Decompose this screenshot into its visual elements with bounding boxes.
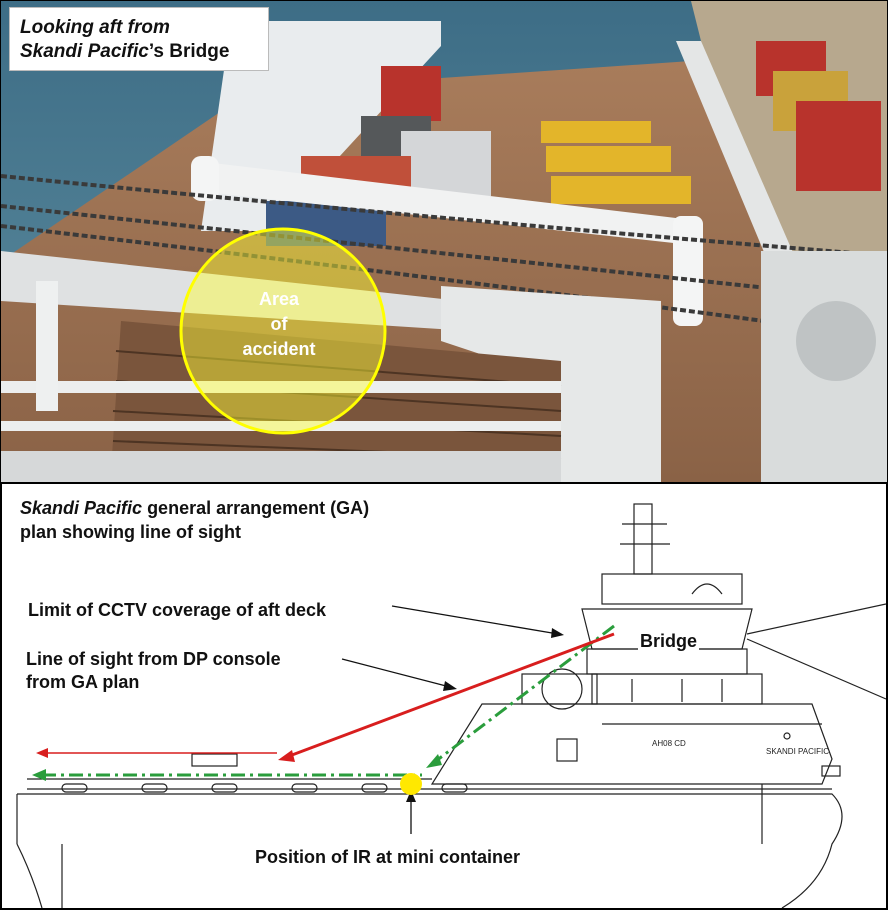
los-label-pointer <box>342 659 450 687</box>
cctv-label-pointer <box>392 606 558 634</box>
ga-title <box>20 496 480 544</box>
los-pointer-head <box>443 681 457 691</box>
photo-caption-line2 <box>20 40 258 64</box>
dp-sight-arrowhead <box>278 750 295 762</box>
deck-photo <box>1 1 888 483</box>
superstructure <box>432 704 832 784</box>
dp-extension-arrowhead <box>36 748 48 758</box>
los-label <box>26 648 281 694</box>
cctv-sight-arrowhead <box>426 754 442 768</box>
pipe-rail-post <box>673 216 703 326</box>
cctv-sight-line <box>432 626 614 764</box>
accident-area-label <box>239 287 319 362</box>
foreground-roof <box>1 451 561 483</box>
los-label-line1: Line of sight from DP console <box>26 649 281 669</box>
ship-name: Skandi Pacific <box>20 41 149 62</box>
ir-position-marker <box>400 773 422 795</box>
ga-title-line1 <box>20 496 480 520</box>
quay-container <box>796 101 881 191</box>
ga-drawing <box>2 484 886 908</box>
pipe-rail-end <box>191 156 219 201</box>
ga-plan-panel <box>0 482 888 910</box>
photo-caption-line1: Looking aft from <box>20 17 170 38</box>
hull-ship-name: SKANDI PACIFIC <box>766 747 829 756</box>
los-label-line2: from GA plan <box>26 672 140 692</box>
ir-position-label: Position of IR at mini container <box>255 847 521 867</box>
accident-label-word: accident <box>242 339 316 359</box>
accident-label-word: Area <box>258 289 300 309</box>
ga-title-ship: Skandi Pacific <box>20 498 143 518</box>
bridge-label: Bridge <box>640 631 698 651</box>
caption-rest: ’s Bridge <box>148 41 230 62</box>
yellow-frame <box>551 176 691 204</box>
mast <box>634 504 652 574</box>
deck-container <box>401 131 491 196</box>
yellow-frame <box>541 121 651 143</box>
foreground-post <box>36 281 58 411</box>
photo-caption <box>9 7 269 71</box>
ga-title-rest: general arrangement (GA) <box>142 498 370 518</box>
cctv-pointer-head <box>551 628 564 638</box>
cctv-label: Limit of CCTV coverage of aft deck <box>28 600 327 620</box>
deck-container <box>381 66 441 121</box>
hull-registration: AH08 CD <box>652 739 686 748</box>
yellow-frame <box>546 146 671 172</box>
winch-drum <box>796 301 876 381</box>
accident-label-word: of <box>270 314 288 334</box>
ga-title-line2: plan showing line of sight <box>20 522 241 542</box>
